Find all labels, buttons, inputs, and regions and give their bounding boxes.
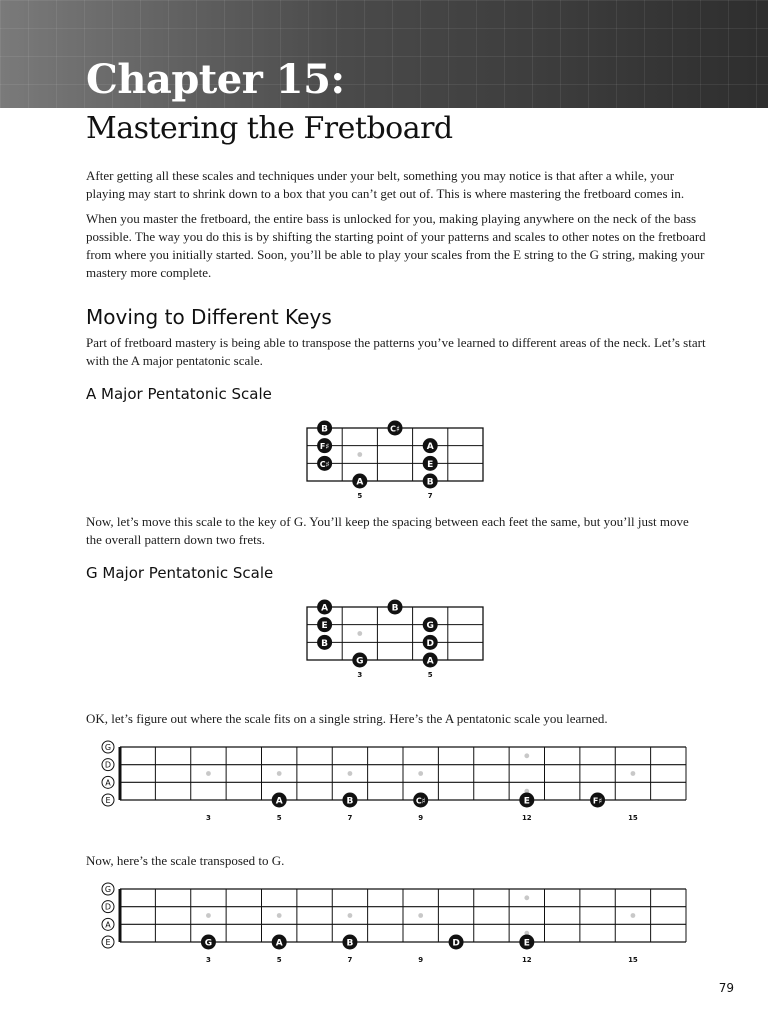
intro-paragraph-2: When you master the fretboard, the entire bass is unlocked for you, making playing anywhere on the neck of the bass possible. The way you do this is by shifting the starting point of your patterns and scales to other notes on the fretboard from where you initially started. Soon, you’ll be able to play your scales from the E string to the G string, making your mastery more complete. xyxy=(86,211,706,280)
fret-number-label: 3 xyxy=(357,671,363,679)
fret-inlay xyxy=(418,771,423,776)
note-a_major-label: A xyxy=(426,442,434,453)
note-g_single-label: G xyxy=(204,938,213,949)
fret-inlay xyxy=(631,771,636,776)
fret-number-label: 5 xyxy=(276,956,282,964)
section-paragraph-1: Part of fretboard mastery is being able to transpose the patterns you’ve learned to different areas of the neck. Let’s start with the A major pentatonic scale. xyxy=(86,335,706,368)
note-a_single-label: A xyxy=(275,796,283,807)
fret-number-label: 7 xyxy=(347,814,353,822)
fret-inlay xyxy=(631,913,636,918)
g-major-pentatonic-diagram xyxy=(300,593,490,681)
note-a_single-label: E xyxy=(523,796,530,807)
fret-number-label: 5 xyxy=(357,492,363,500)
fret-inlay xyxy=(206,771,211,776)
string-name-label: E xyxy=(105,938,111,947)
section-paragraph-3: OK, let’s figure out where the scale fits on a single string. Here’s the A pentatonic scale you learned. xyxy=(86,711,608,726)
note-a_major-label: A xyxy=(356,477,364,488)
note-g_single-label: D xyxy=(452,938,460,949)
fret-number-label: 7 xyxy=(347,956,353,964)
string-name-label: A xyxy=(105,778,111,788)
string-name-label: D xyxy=(104,902,112,912)
fret-number-label: 15 xyxy=(628,956,638,964)
fret-number-label: 3 xyxy=(206,956,211,964)
a-major-pentatonic-diagram xyxy=(300,414,490,502)
note-a_single-label: F♯ xyxy=(592,796,603,806)
fret-number-label: 12 xyxy=(521,814,532,822)
note-g_single-label: E xyxy=(523,938,530,949)
string-name-label: D xyxy=(104,760,112,770)
fret-number-label: 15 xyxy=(628,814,638,822)
note-a_major-label: B xyxy=(321,424,329,435)
fret-number-label: 7 xyxy=(427,492,433,500)
note-a_major-label: F♯ xyxy=(319,442,330,452)
fret-inlay xyxy=(524,753,529,758)
g-pentatonic-single-string-diagram xyxy=(96,878,696,968)
fret-inlay xyxy=(418,913,423,918)
section-paragraph-4: Now, here’s the scale transposed to G. xyxy=(86,853,285,868)
fret-inlay xyxy=(206,913,211,918)
note-g_major-label: D xyxy=(426,638,434,649)
g-major-heading: G Major Pentatonic Scale xyxy=(86,564,274,582)
fret-inlay xyxy=(348,771,353,776)
note-g_major-label: B xyxy=(391,603,399,614)
fret-inlay xyxy=(357,452,362,457)
fret-number-label: 9 xyxy=(418,956,424,964)
section-paragraph-2: Now, let’s move this scale to the key of G. You’ll keep the spacing between each feet the same, but you’ll just move the overall pattern down two frets. xyxy=(86,514,689,547)
note-g_major-label: E xyxy=(321,621,328,632)
intro-paragraph-1: After getting all these scales and techniques under your belt, something you may notice is that after a while, your playing may start to shrink down to a box that you can’t get out of. This is where mastering the fretboard comes in. xyxy=(86,168,685,201)
fret-inlay xyxy=(277,913,282,918)
fret-inlay xyxy=(277,771,282,776)
note-a_major-label: E xyxy=(427,459,434,470)
note-g_single-label: B xyxy=(346,938,354,949)
fret-number-label: 12 xyxy=(521,956,532,964)
fretboard-frame xyxy=(307,607,483,660)
page-number: 79 xyxy=(718,981,734,995)
note-g_major-label: A xyxy=(321,603,329,614)
chapter-title: Chapter 15: xyxy=(86,56,345,103)
fret-number-label: 5 xyxy=(427,671,433,679)
chapter-subtitle: Mastering the Fretboard xyxy=(86,111,453,146)
string-name-label: G xyxy=(104,743,112,752)
note-g_major-label: G xyxy=(426,621,434,632)
fret-number-label: 9 xyxy=(418,814,424,822)
fret-inlay xyxy=(348,913,353,918)
section-heading: Moving to Different Keys xyxy=(86,305,332,329)
string-name-label: E xyxy=(105,796,111,805)
fret-number-label: 5 xyxy=(276,814,282,822)
note-g_major-label: A xyxy=(426,656,434,667)
note-a_major-label: C♯ xyxy=(390,424,400,434)
fret-number-label: 3 xyxy=(206,814,211,822)
note-a_major-label: C♯ xyxy=(319,459,330,469)
note-a_single-label: C♯ xyxy=(415,796,426,806)
note-g_single-label: A xyxy=(275,938,283,949)
string-name-label: G xyxy=(104,885,112,894)
fret-inlay xyxy=(357,631,362,636)
fretboard-frame xyxy=(307,428,483,481)
string-name-label: A xyxy=(105,920,111,930)
fret-inlay xyxy=(524,895,529,900)
note-g_major-label: B xyxy=(321,638,329,649)
note-g_major-label: G xyxy=(356,656,364,667)
note-a_major-label: B xyxy=(426,477,434,488)
a-pentatonic-single-string-diagram xyxy=(96,736,696,826)
note-a_single-label: B xyxy=(346,796,354,807)
a-major-heading: A Major Pentatonic Scale xyxy=(86,385,272,403)
